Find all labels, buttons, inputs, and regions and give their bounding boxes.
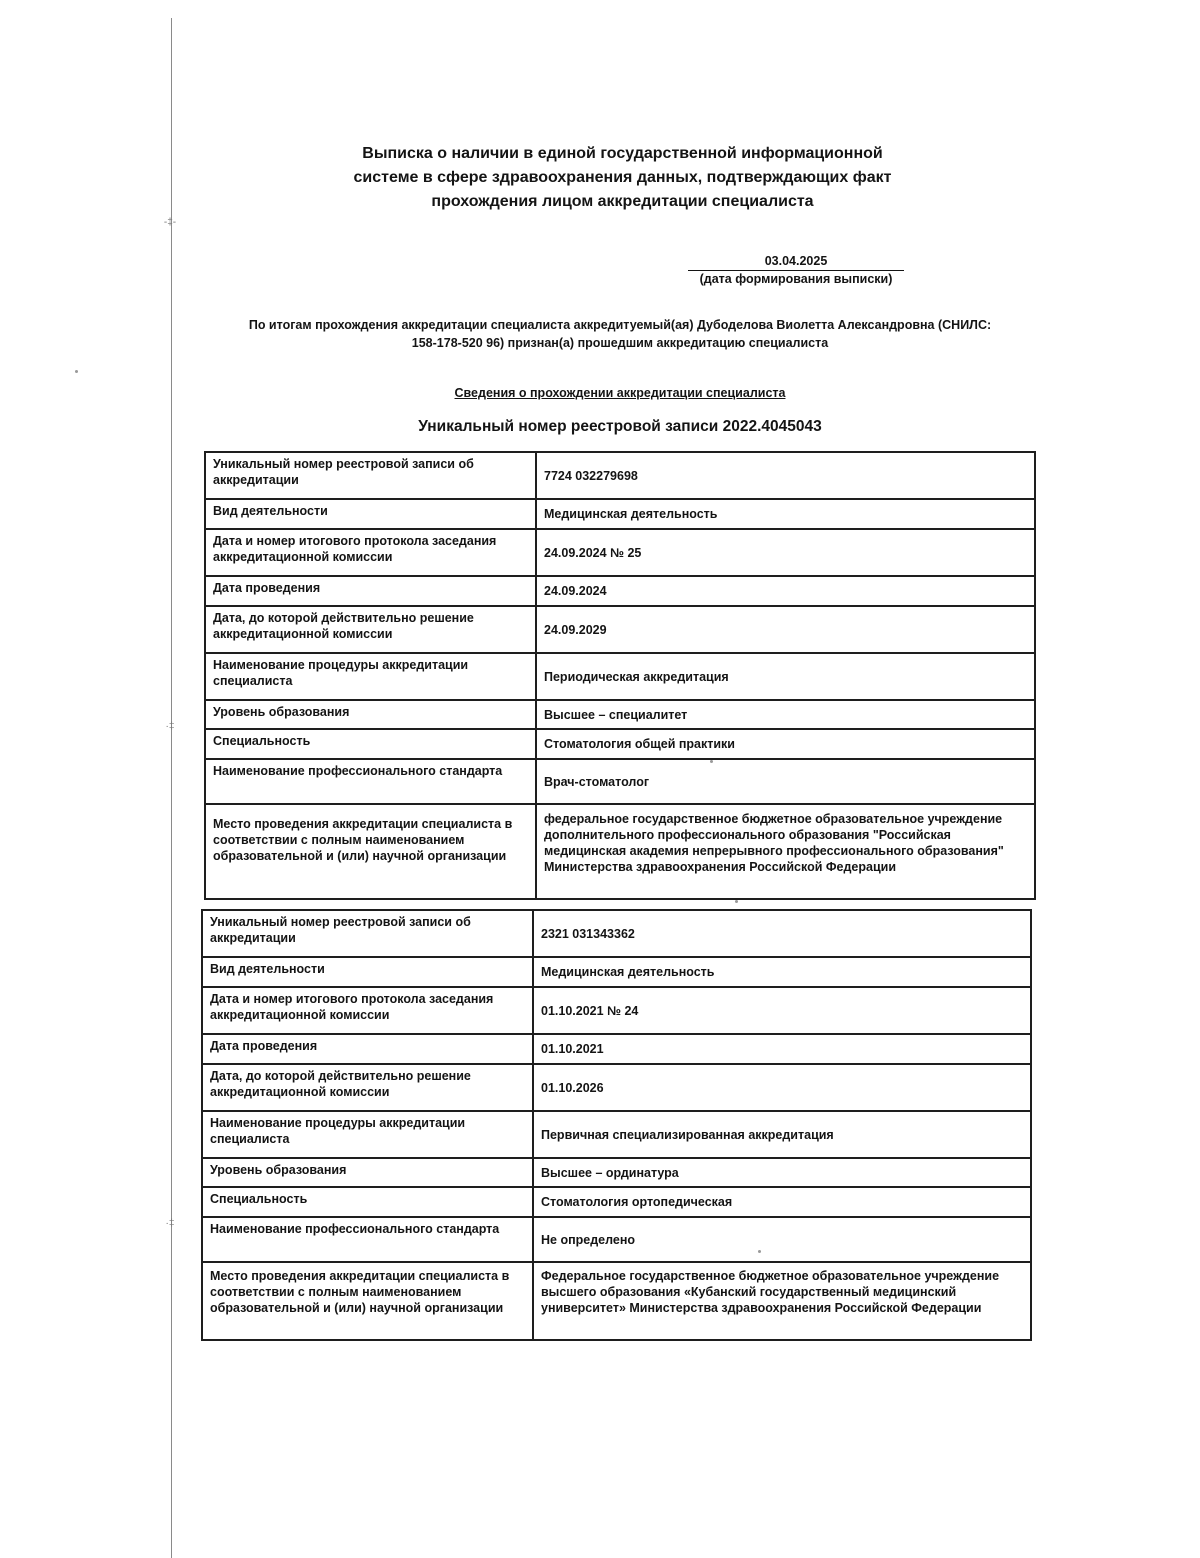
section-heading: Сведения о прохождении аккредитации специалиста xyxy=(454,386,786,400)
table-row xyxy=(202,1064,1031,1111)
table-row xyxy=(205,729,1035,759)
document-title xyxy=(300,142,945,214)
scan-punch-mark: ·‡ xyxy=(165,1218,175,1229)
document-title-line: системе в сфере здравоохранения данных, подтверждающих факт xyxy=(353,169,892,186)
table-row xyxy=(202,1217,1031,1262)
intro-line: 158-178-520 96) признан(а) прошедшим аккредитацию специалиста xyxy=(411,336,829,350)
row-label: Дата, до которой действительно решение аккредитационной комиссии xyxy=(202,1064,533,1111)
row-value: Стоматология ортопедическая xyxy=(533,1187,1031,1217)
row-label: Дата проведения xyxy=(205,576,536,606)
row-value: Высшее – специалитет xyxy=(536,700,1035,729)
scan-punch-mark: ·‡ xyxy=(165,721,175,732)
table-row xyxy=(202,987,1031,1034)
registry-number: Уникальный номер реестровой записи 2022.4045043 xyxy=(418,418,822,435)
table-row xyxy=(205,700,1035,729)
row-value: 2321 031343362 xyxy=(533,910,1031,957)
table-row xyxy=(205,452,1035,499)
table-row xyxy=(205,576,1035,606)
row-value: федеральное государственное бюджетное образовательное учреждение дополнительного профессионального образования "Российская медицинская академия непрерывного профессионального образования" Министерства здравоохранения Российской Федерации xyxy=(536,804,1035,899)
extract-date: 03.04.2025 xyxy=(688,253,904,271)
table-row xyxy=(205,499,1035,529)
row-label: Дата, до которой действительно решение аккредитационной комиссии xyxy=(205,606,536,653)
table-row xyxy=(202,1034,1031,1064)
row-label: Вид деятельности xyxy=(202,957,533,987)
row-label: Дата и номер итогового протокола заседания аккредитационной комиссии xyxy=(202,987,533,1034)
table-row xyxy=(205,804,1035,899)
scan-binding-line xyxy=(171,18,172,1558)
row-value: Периодическая аккредитация xyxy=(536,653,1035,700)
document-title-line: прохождения лицом аккредитации специалиста xyxy=(431,193,814,210)
table-row xyxy=(202,1158,1031,1187)
row-value: Врач-стоматолог xyxy=(536,759,1035,804)
row-value: Федеральное государственное бюджетное образовательное учреждение высшего образования «Кубанский государственный медицинский университет» Министерства здравоохранения Российской Федерации xyxy=(533,1262,1031,1340)
row-value: Высшее – ординатура xyxy=(533,1158,1031,1187)
extract-date-block xyxy=(688,253,904,288)
row-label: Уникальный номер реестровой записи об аккредитации xyxy=(202,910,533,957)
row-label: Уникальный номер реестровой записи об аккредитации xyxy=(205,452,536,499)
scan-speck xyxy=(735,900,738,903)
row-value: Первичная специализированная аккредитация xyxy=(533,1111,1031,1158)
intro-line: По итогам прохождения аккредитации специалиста аккредитуемый(ая) Дубоделова Виолетта Александровна (СНИЛС: xyxy=(248,318,992,332)
scan-punch-mark: -‡- xyxy=(163,217,177,228)
row-value: 01.10.2021 xyxy=(533,1034,1031,1064)
extract-date-caption: (дата формирования выписки) xyxy=(699,272,893,286)
table-row xyxy=(205,653,1035,700)
row-value: 24.09.2024 xyxy=(536,576,1035,606)
row-label: Наименование профессионального стандарта xyxy=(205,759,536,804)
row-label: Наименование процедуры аккредитации специалиста xyxy=(202,1111,533,1158)
accreditation-table-2 xyxy=(201,909,1032,1341)
table-row xyxy=(202,957,1031,987)
row-value: 01.10.2026 xyxy=(533,1064,1031,1111)
intro-paragraph xyxy=(190,316,1050,352)
row-label: Дата и номер итогового протокола заседания аккредитационной комиссии xyxy=(205,529,536,576)
row-value: 01.10.2021 № 24 xyxy=(533,987,1031,1034)
document-title-line: Выписка о наличии в единой государственной информационной xyxy=(362,145,883,162)
row-value: Стоматология общей практики xyxy=(536,729,1035,759)
row-label: Специальность xyxy=(205,729,536,759)
row-label: Специальность xyxy=(202,1187,533,1217)
row-label: Место проведения аккредитации специалиста в соответствии с полным наименованием образовательной и (или) научной организации xyxy=(202,1262,533,1340)
table-row xyxy=(202,910,1031,957)
row-label: Дата проведения xyxy=(202,1034,533,1064)
table-row xyxy=(205,759,1035,804)
row-label: Уровень образования xyxy=(202,1158,533,1187)
row-value: 24.09.2029 xyxy=(536,606,1035,653)
scan-speck xyxy=(75,370,78,373)
table-row xyxy=(205,606,1035,653)
table-row xyxy=(205,529,1035,576)
row-value: Медицинская деятельность xyxy=(536,499,1035,529)
table-row xyxy=(202,1262,1031,1340)
row-value: 24.09.2024 № 25 xyxy=(536,529,1035,576)
row-label: Вид деятельности xyxy=(205,499,536,529)
row-value: 7724 032279698 xyxy=(536,452,1035,499)
table-row xyxy=(202,1111,1031,1158)
row-label: Наименование процедуры аккредитации специалиста xyxy=(205,653,536,700)
row-label: Наименование профессионального стандарта xyxy=(202,1217,533,1262)
row-value: Медицинская деятельность xyxy=(533,957,1031,987)
accreditation-table-1 xyxy=(204,451,1036,900)
row-value: Не определено xyxy=(533,1217,1031,1262)
row-label: Уровень образования xyxy=(205,700,536,729)
row-label: Место проведения аккредитации специалиста в соответствии с полным наименованием образовательной и (или) научной организации xyxy=(205,804,536,899)
table-row xyxy=(202,1187,1031,1217)
